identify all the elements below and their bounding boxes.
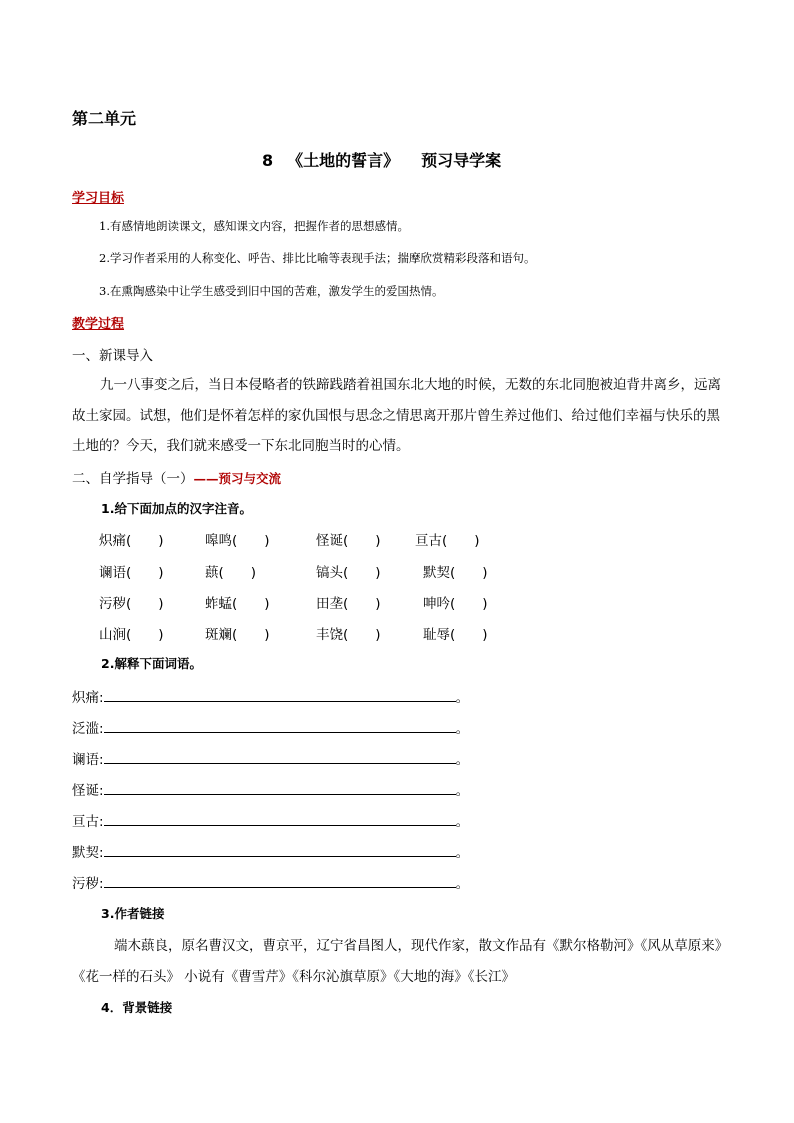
pinyin-item: 谰语( ): [99, 565, 164, 581]
definition-term: 亘古:: [72, 814, 104, 830]
process-heading: 教学过程: [72, 317, 125, 332]
definition-term: 炽痛:: [72, 690, 104, 706]
answer-line[interactable]: [104, 781, 456, 795]
answer-line[interactable]: [104, 719, 456, 733]
question-title: 1.给下面加点的汉字注音。: [101, 501, 252, 516]
lesson-title: [262, 148, 501, 171]
lesson-subtitle: 预习导学案: [421, 151, 502, 170]
unit-title: 第二单元: [72, 109, 137, 128]
definition-term: 默契:: [72, 845, 104, 861]
pinyin-item: 亘古( ): [415, 533, 480, 549]
goal-item: 2.学习作者采用的人称变化、呼告、排比比喻等表现手法；揣摩欣赏精彩段落和语句。: [99, 251, 536, 265]
answer-line[interactable]: [104, 812, 456, 826]
pinyin-item: 嗥鸣( ): [205, 533, 270, 549]
definition-term: 污秽:: [72, 876, 104, 892]
pinyin-item: 斑斓( ): [205, 627, 270, 643]
lesson-name: 《土地的誓言》: [287, 151, 400, 170]
answer-line[interactable]: [104, 843, 456, 857]
pinyin-item: 炽痛( ): [99, 533, 164, 549]
definition-row: 炽痛: 。: [72, 690, 470, 706]
answer-line[interactable]: [104, 750, 456, 764]
goals-heading: 学习目标: [72, 191, 125, 206]
pinyin-item: 镐头( ): [316, 565, 381, 581]
pinyin-item: 蚱蜢( ): [205, 596, 270, 612]
definition-term: 泛滥:: [72, 721, 104, 737]
section-title: [72, 467, 281, 487]
answer-line[interactable]: [104, 874, 456, 888]
definition-row: 污秽: 。: [72, 876, 470, 892]
pinyin-item: 蕻( ): [205, 565, 257, 581]
pinyin-item: 怪诞( ): [316, 533, 381, 549]
answer-line[interactable]: [104, 688, 456, 702]
pinyin-item: 污秽( ): [99, 596, 164, 612]
definition-row: 默契: 。: [72, 845, 470, 861]
section-title: 一、新课导入: [72, 348, 153, 364]
goal-item: 1.有感情地朗读课文，感知课文内容，把握作者的思想感情。: [99, 219, 409, 233]
pinyin-item: 呻吟( ): [423, 596, 488, 612]
pinyin-item: 丰饶( ): [316, 627, 381, 643]
pinyin-item: 山涧( ): [99, 627, 164, 643]
pinyin-item: 耻辱( ): [423, 627, 488, 643]
lesson-number: 8: [262, 151, 274, 170]
pinyin-item: 默契( ): [423, 565, 488, 581]
pinyin-item: 田垄( ): [316, 596, 381, 612]
section-title-prefix: 二、自学指导（一）: [72, 471, 194, 487]
definition-term: 谰语:: [72, 752, 104, 768]
goal-item: 3.在熏陶感染中让学生感受到旧中国的苦难，激发学生的爱国热情。: [99, 284, 444, 298]
definition-row: 亘古: 。: [72, 814, 470, 830]
section-title-highlight: ——预习与交流: [193, 471, 282, 486]
question-title: 3.作者链接: [101, 906, 165, 921]
intro-paragraph: 九一八事变之后，当日本侵略者的铁蹄践踏着祖国东北大地的时候，无数的东北同胞被迫背井离乡，远离故土家园。试想，他们是怀着怎样的家仇国恨与思念之情思离开那片曾生养过他们、给过他们幸福与快乐的黑土地的？今天，我们就来感受一下东北同胞当时的心情。: [72, 377, 721, 454]
question-title: 2.解释下面词语。: [101, 656, 202, 671]
question-title: 4．背景链接: [101, 1000, 173, 1015]
definition-row: 怪诞: 。: [72, 783, 470, 799]
author-paragraph: 端木蕻良，原名曹汉文，曹京平，辽宁省昌图人，现代作家，散文作品有《默尔格勒河》《风从草原来》《花一样的石头》 小说有《曹雪芹》《科尔沁旗草原》《大地的海》《长江》: [72, 938, 722, 985]
definition-row: 谰语: 。: [72, 752, 470, 768]
definition-row: 泛滥: 。: [72, 721, 470, 737]
definition-term: 怪诞:: [72, 783, 104, 799]
